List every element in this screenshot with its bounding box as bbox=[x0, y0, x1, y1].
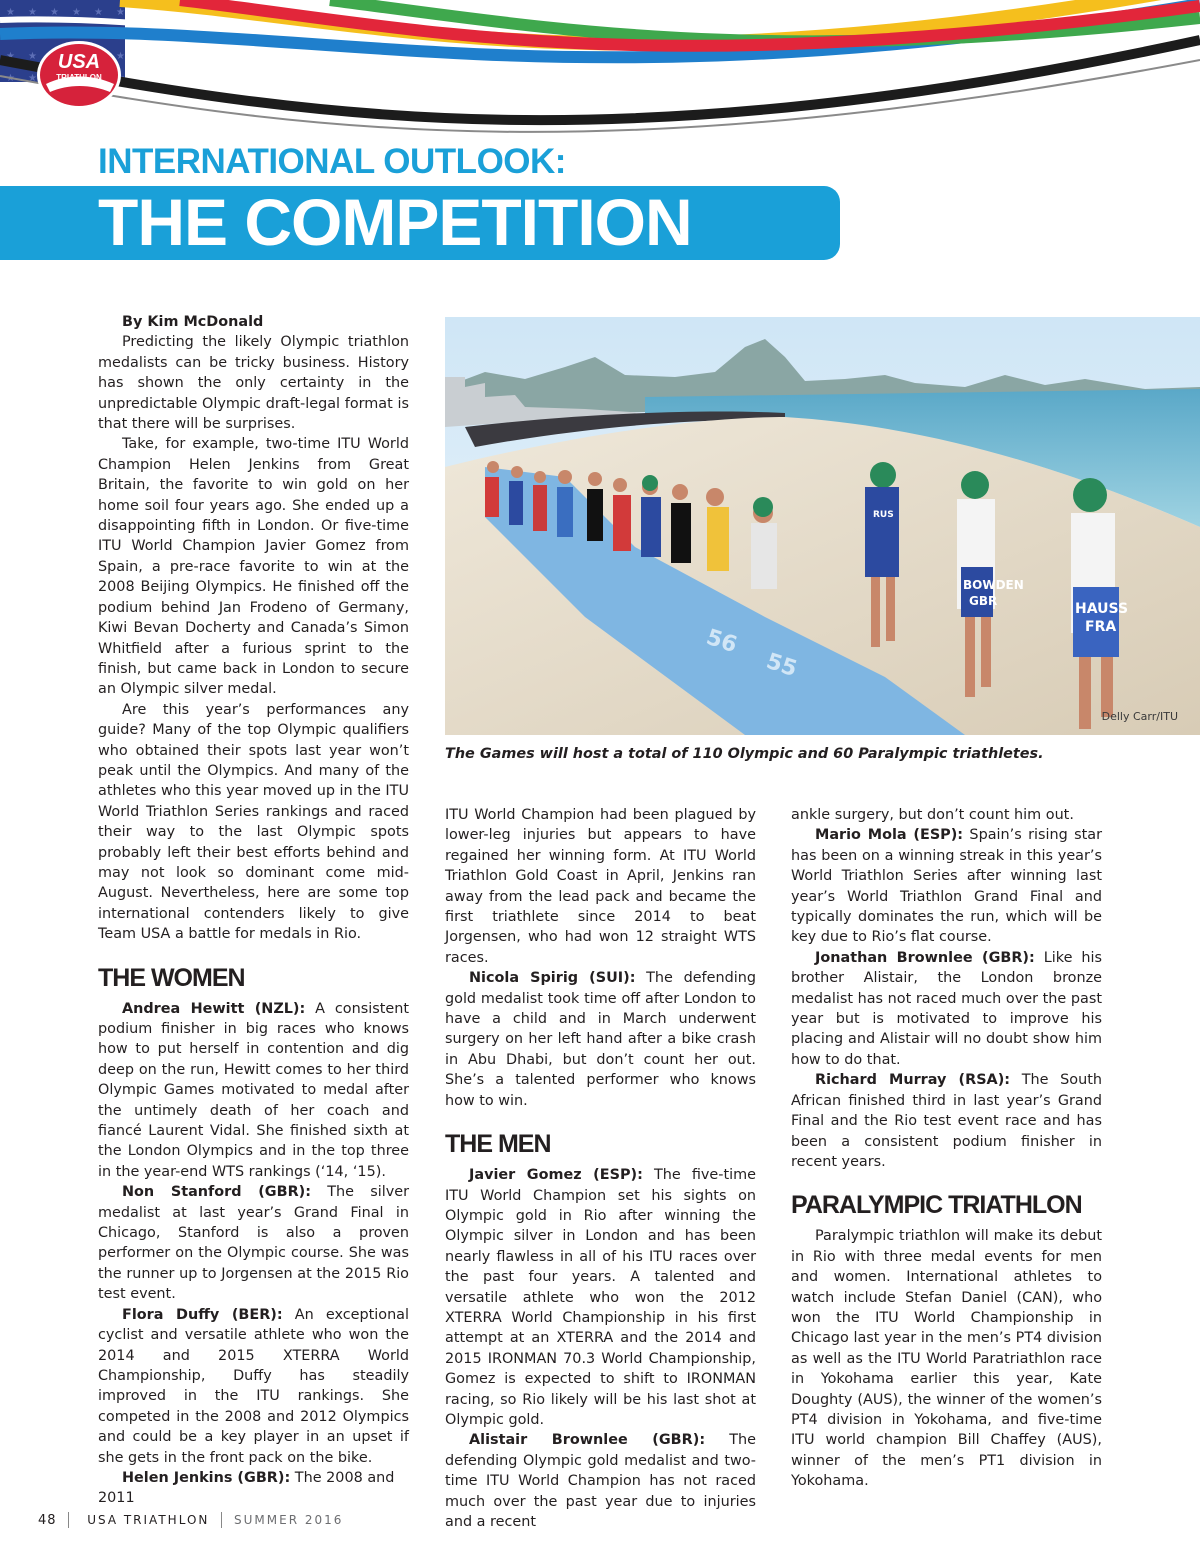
olympic-color-swooshes bbox=[0, 0, 1200, 150]
athlete-name: Mario Mola (ESP): bbox=[815, 827, 964, 844]
race-start-illustration bbox=[445, 317, 1200, 735]
continuation-paragraph: ankle surgery, but don’t count him out. bbox=[791, 807, 1074, 823]
athlete-entry bbox=[98, 1182, 409, 1304]
athlete-bio: The 2008 and 2011 bbox=[98, 1469, 395, 1507]
section-heading-men: THE MEN bbox=[445, 1130, 551, 1159]
logo-text-triathlon: TRIATHLON bbox=[56, 73, 102, 82]
athlete-entry bbox=[98, 999, 409, 1183]
footer-divider bbox=[221, 1512, 222, 1528]
kit-label: RUS bbox=[873, 510, 894, 520]
athlete-name: Jonathan Brownlee (GBR): bbox=[815, 949, 1035, 966]
athlete-entry bbox=[98, 1468, 409, 1509]
race-start-photo bbox=[445, 317, 1200, 735]
article-column-3 bbox=[791, 805, 1102, 1492]
athlete-name: Helen Jenkins (GBR): bbox=[122, 1469, 291, 1486]
page-footer bbox=[38, 1512, 343, 1528]
kit-label: FRA bbox=[1085, 619, 1117, 635]
article-column-1 bbox=[98, 312, 409, 1509]
lane-number: 55 bbox=[763, 648, 800, 683]
athlete-bio: Spain’s rising star has been on a winning streak in this year’s World Triathlon Series after winning last year’s World Triathlon Grand Final and typically dominates the run, which will be key due to Rio’s flat course. bbox=[791, 827, 1102, 946]
athlete-bio: The defending gold medalist took time off after London to have a child and in March underwent surgery on her left hand after a bike crash in Abu Dhabi, but don’t count her out. She’s a talented performer who knows how to win. bbox=[445, 970, 756, 1109]
kit-label: BOWDEN bbox=[963, 578, 1024, 592]
kit-label: HAUSS bbox=[1075, 601, 1129, 617]
section-heading-women: THE WOMEN bbox=[98, 963, 245, 992]
athlete-bio: The five-time ITU World Champion set his sights on Olympic gold in Rio after winning the Olympic silver in London and has been nearly flawless in all of his ITU races over the past four years. A talented and versatile athlete who won the 2012 XTERRA World Championship in his first attempt at an XTERRA and the 2014 and 2015 IRONMAN 70.3 World Championship, Gomez is expected to shift to IRONMAN racing, so Rio likely will be his last shot at Olympic gold. bbox=[445, 1167, 756, 1428]
athlete-entry bbox=[791, 948, 1102, 1070]
kit-label: GBR bbox=[969, 594, 998, 608]
athlete-bio: A consistent podium finisher in big races who knows how to put herself in contention and dig deep on the run, Hewitt comes to her third Olympic Games motivated to medal after the untimely death of her coach and fiancé Laurent Vidal. She finished sixth at the London Olympics and in the top three in the year-end WTS rankings (‘14, ‘15). bbox=[98, 1000, 409, 1180]
athlete-name: Nicola Spirig (SUI): bbox=[469, 970, 636, 987]
photo-credit: Delly Carr/ITU bbox=[1101, 710, 1178, 723]
byline: By Kim McDonald bbox=[122, 314, 264, 330]
publication-name: USA TRIATHLON bbox=[87, 1512, 210, 1527]
athlete-name: Non Stanford (GBR): bbox=[122, 1184, 311, 1201]
athlete-bio: Like his brother Alistair, the London bronze medalist has not raced much over the past year but is motivated to improve his placing and Alistair will no doubt show him how to do that. bbox=[791, 949, 1102, 1068]
intro-paragraph: Are this year’s performances any guide? Many of the top Olympic qualifiers who obtained their spots last year won’t peak until the Olympics. And many of the athletes who this year moved up in the ITU World Triathlon Series rankings and raced their way to the last Olympic spots probably left their best efforts behind and may not look so dominant come mid-August. Nevertheless, here are some top international contenders likely to give Team USA a battle for medals in Rio. bbox=[98, 701, 409, 943]
athlete-name: Javier Gomez (ESP): bbox=[469, 1167, 643, 1184]
page-number: 48 bbox=[38, 1512, 57, 1528]
athlete-name: Flora Duffy (BER): bbox=[122, 1306, 283, 1323]
page-title: THE COMPETITION bbox=[98, 185, 692, 259]
lane-number: 56 bbox=[703, 624, 740, 659]
athlete-bio: The silver medalist at last year’s Grand Final in Chicago, Stanford is also a proven performer on the Olympic course. She was the runner up to Jorgensen at the 2015 Rio test event. bbox=[98, 1184, 409, 1303]
section-kicker: INTERNATIONAL OUTLOOK: bbox=[98, 142, 566, 181]
athlete-bio: The defending Olympic gold medalist and two-time ITU World Champion has not raced much over the past year due to injuries and a recent bbox=[445, 1432, 756, 1530]
athlete-name: Alistair Brownlee (GBR): bbox=[469, 1432, 706, 1449]
intro-paragraph: Take, for example, two-time ITU World Champion Helen Jenkins from Great Britain, the favorite to win gold on her home soil four years ago. She ended up a disappointing fifth in London. Or five-time ITU World Champion Javier Gomez from Spain, a pre-race favorite to win at the 2008 Beijing Olympics. He finished off the podium behind Jan Frodeno of Germany, Kiwi Bevan Docherty and Canada’s Simon Whitfield after a furious sprint to the finish, but came back in London to secure an Olympic silver medal. bbox=[98, 436, 409, 698]
paralympic-paragraph: Paralympic triathlon will make its debut in Rio with three medal events for men and women. International athletes to watch include Stefan Daniel (CAN), who won the ITU World Championship in Chicago last year in the men’s PT4 division as well as the ITU World Paratriathlon race in Yokohama earlier this year, Kate Doughty (AUS), the winner of the women’s PT4 division in Yokohama, and five-time ITU world champion Bill Chaffey (AUS), winner of the men’s PT1 division in Yokohama. bbox=[791, 1228, 1102, 1490]
athlete-name: Andrea Hewitt (NZL): bbox=[122, 1000, 306, 1017]
logo-text-usa: USA bbox=[57, 51, 101, 73]
article-column-2 bbox=[445, 805, 756, 1532]
footer-divider bbox=[68, 1512, 69, 1528]
athlete-entry bbox=[445, 1430, 756, 1532]
athlete-name: Richard Murray (RSA): bbox=[815, 1072, 1011, 1089]
section-heading-paralympic: PARALYMPIC TRIATHLON bbox=[791, 1191, 1082, 1220]
athlete-entry bbox=[791, 825, 1102, 947]
usa-triathlon-logo bbox=[36, 40, 122, 110]
photo-caption: The Games will host a total of 110 Olympic and 60 Paralympic triathletes. bbox=[445, 746, 1044, 762]
issue-label: SUMMER 2016 bbox=[234, 1512, 344, 1527]
continuation-paragraph: ITU World Champion had been plagued by lower-leg injuries but appears to have regained her winning form. At ITU World Triathlon Gold Coast in April, Jenkins ran away from the lead pack and became the first triathlete since 2014 to beat Jorgensen, who had won 12 straight WTS races. bbox=[445, 807, 756, 966]
athlete-entry bbox=[791, 1070, 1102, 1172]
athlete-entry bbox=[98, 1305, 409, 1468]
athlete-bio: An exceptional cyclist and versatile athlete who won the 2014 and 2015 XTERRA World Championship, Duffy has steadily improved in the ITU rankings. She competed in the 2008 and 2012 Olympics and could be a key player in an upset if she gets in the front pack on the bike. bbox=[98, 1306, 410, 1466]
intro-paragraph: Predicting the likely Olympic triathlon medalists can be tricky business. History has shown the only certainty in the unpredictable Olympic draft-legal format is that there will be surprises. bbox=[98, 334, 409, 433]
athlete-entry bbox=[445, 1165, 756, 1430]
athlete-bio: The South African finished third in last year’s Grand Final and the Rio test event race and has been a consistent podium finisher in recent years. bbox=[791, 1072, 1102, 1170]
athlete-entry bbox=[445, 968, 756, 1111]
